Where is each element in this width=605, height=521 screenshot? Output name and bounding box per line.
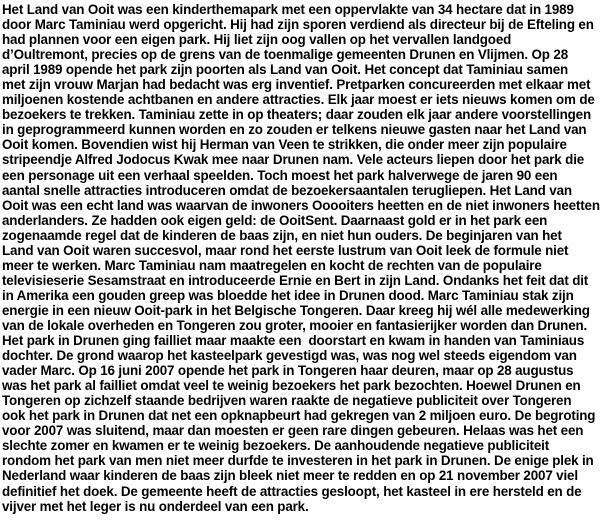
text-line: in Amerika een gouden greep was bloedde het idee in Drunen dood. Marc Taminiau stak zijn bbox=[2, 287, 574, 303]
text-line: aantal snelle attracties introduceren omdat de bezoekersaantalen terugliepen. Het Land van bbox=[2, 182, 572, 198]
text-line: vijver met het leger is nu onderdeel van een park. bbox=[2, 498, 309, 514]
text-line: Tongeren op zichzelf staande bedrijven waren raakte de negatieve publiciteit over Tongeren bbox=[2, 393, 572, 409]
text-line: zogenaamde regel dat de kinderen de baas zijn, en niet hun ouders. De beginjaren van het bbox=[2, 227, 562, 243]
text-line: ook het park in Drunen dat net een opknapbeurt had gekregen van 2 miljoen euro. De begroting bbox=[2, 408, 596, 424]
text-line: door Marc Taminiau werd opgericht. Hij had zijn sporen verdiend als directeur bij de Efteling en bbox=[2, 17, 594, 33]
text-line: miljoenen kostende achtbanen en andere attracties. Elk jaar moest er iets nieuws komen om de bbox=[2, 92, 595, 108]
text-line: dochter. De grond waarop het kasteelpark gevestigd was, was nog wel steeds eigendom van bbox=[2, 348, 577, 364]
text-line: Ooit was een echt land was waarvan de inwoners Ooooiters heetten en de niet inwoners heetten bbox=[2, 197, 600, 213]
text-line: in geprogrammeerd kunnen worden en zo zouden er telkens nieuwe gasten naar het Land van bbox=[2, 122, 587, 138]
text-line: voor 2007 was sluitend, maar dan moesten er geen rare dingen gebeuren. Helaas was het een bbox=[2, 423, 584, 439]
text-line: anderlanders. Ze hadden ook eigen geld: de OoitSent. Daarnaast gold er in het park een bbox=[2, 212, 548, 228]
text-line: Het park in Drunen ging failliet maar maakte een doorstart en kwam in handen van Taminiaus bbox=[2, 333, 585, 349]
text-line: een personage uit een verhaal speelden. Toch moest het park halverwege de jaren 90 een bbox=[2, 167, 558, 183]
text-line: energie in een nieuw Ooit-park in het Belgische Tongeren. Daar kreeg hij wél alle medewerking bbox=[2, 302, 590, 318]
text-line: Het Land van Ooit was een kinderthemapark met een oppervlakte van 34 hectare dat in 1989 bbox=[2, 2, 574, 17]
text-line: Nederland waar kinderen de baas zijn bleek niet meer te redden en op 21 november 2007 viel bbox=[2, 468, 578, 484]
text-line: televisieserie Sesamstraat en introduceerde Ernie en Bert in zijn Land. Ondanks het feit dat dit bbox=[2, 272, 589, 288]
text-line: Ooit komen. Bovendien wist hij Herman van Veen te strikken, die onder meer zijn populaire bbox=[2, 137, 567, 153]
text-line: april 1989 opende het park zijn poorten als Land van Ooit. Het concept dat Taminiau samen bbox=[2, 62, 569, 78]
text-line: van de lokale overheden en Tongeren zou groter, mooier en fantasierijker worden dan Drunen. bbox=[2, 317, 588, 333]
text-line: was het park al failliet omdat veel te weinig bezoekers het park bezochten. Hoewel Drunen en bbox=[2, 378, 581, 394]
text-line: d’Oultremont, precies op de grens van de toenmalige gemeenten Drunen en Vlijmen. Op 28 bbox=[2, 47, 569, 63]
text-line: stripeendje Alfred Jodocus Kwak mee naar Drunen nam. Vele acteurs liepen door het park die bbox=[2, 152, 585, 168]
text-line: vader Marc. Op 16 juni 2007 opende het park in Tongeren haar deuren, maar op 28 augustus bbox=[2, 363, 574, 379]
text-line: Land van Ooit waren succesvol, maar rond het eerste lustrum van Ooit leek de formule niet bbox=[2, 242, 569, 258]
text-line: definitief het doek. De gemeente heeft de attracties gesloopt, het kasteel in ere hersteld en de bbox=[2, 483, 582, 499]
text-line: meer te werken. Marc Taminiau nam maatregelen en kocht de rechten van de populaire bbox=[2, 257, 542, 273]
text-line: bezoekers te trekken. Taminiau zette in op theaters; daar zouden elk jaar andere voorstellingen bbox=[2, 107, 592, 123]
text-line: met zijn vrouw Marjan had bedacht was erg inventief. Pretparken concureerden met elkaar met bbox=[2, 77, 591, 93]
text-line: slechte zomer en kwamen er te weinig bezoekers. De aanhoudende negatieve publiciteit bbox=[2, 438, 550, 454]
text-line: had plannen voor een eigen park. Hij liet zijn oog vallen op het vervallen landgoed bbox=[2, 32, 512, 48]
text-line: rondom het park van men niet meer durfde te investeren in het park in Drunen. De enige plek in bbox=[2, 453, 594, 469]
